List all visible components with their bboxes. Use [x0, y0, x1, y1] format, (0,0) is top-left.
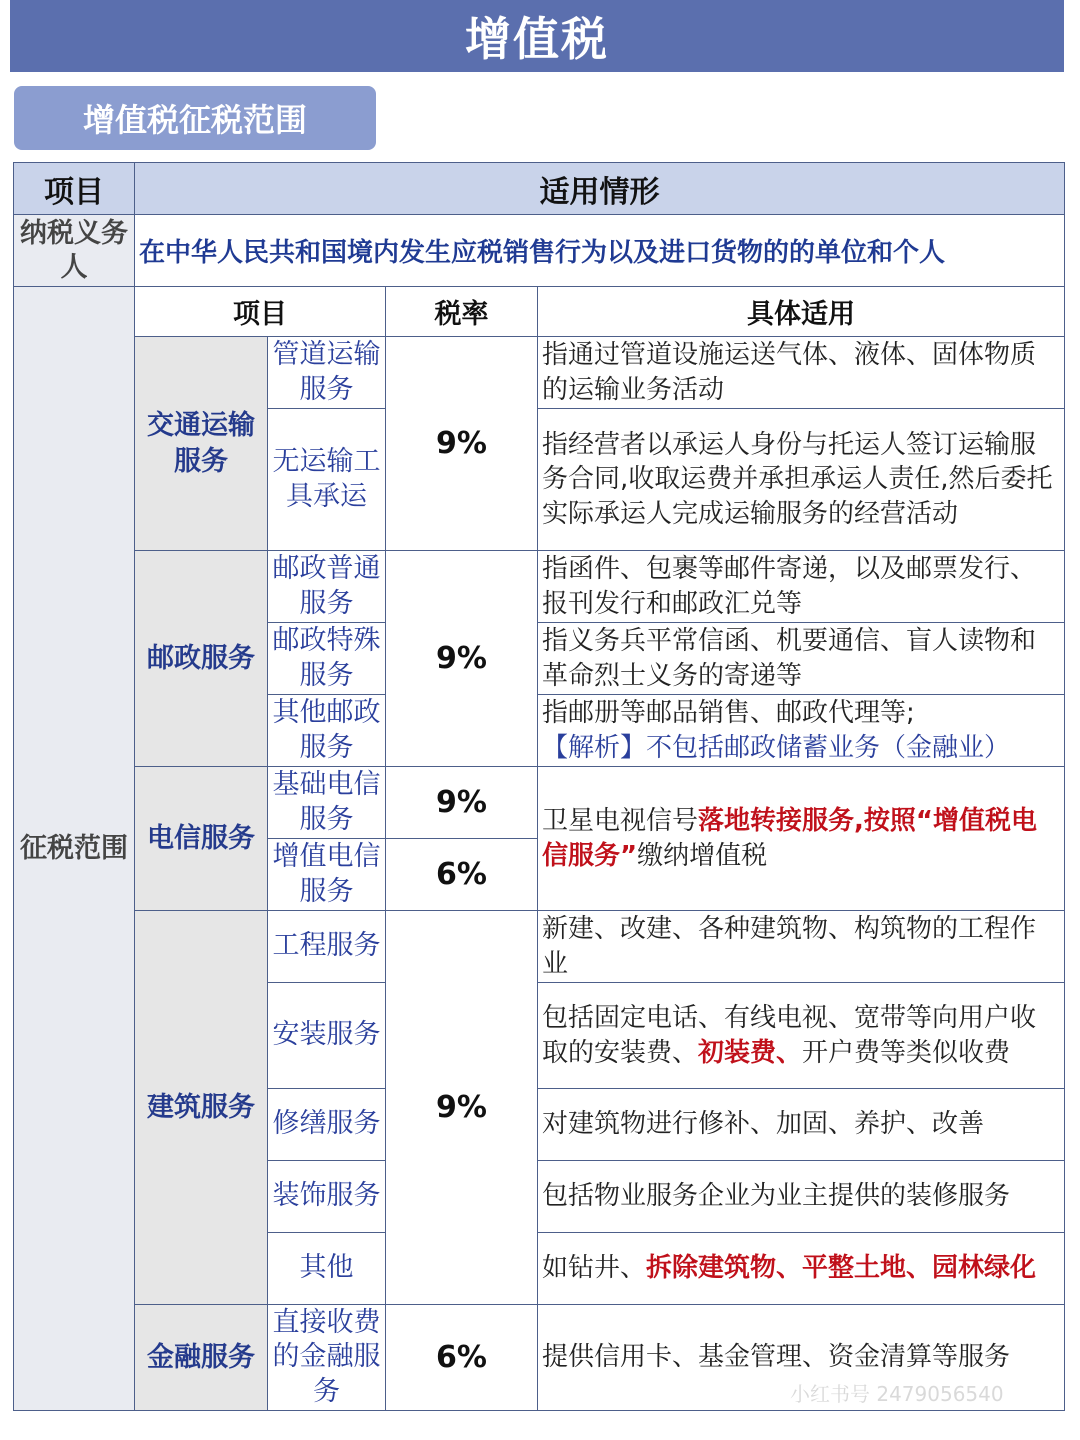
item-postal-general: 邮政普通服务 — [268, 551, 386, 623]
category-construction: 建筑服务 — [135, 911, 268, 1305]
desc-installation — [538, 983, 1065, 1089]
vat-scope-table — [13, 162, 1065, 1411]
taxpayer-text: 在中华人民共和国境内发生应税销售行为以及进口货物的的单位和个人 — [135, 215, 1065, 287]
desc-engineering: 新建、改建、各种建筑物、构筑物的工程作业 — [538, 911, 1065, 983]
rate-transport: 9% — [386, 337, 538, 551]
installation-desc-b: 开户费等类似收费 — [802, 1037, 1011, 1068]
installation-desc-red: 初装费、 — [698, 1037, 803, 1068]
item-construction-other: 其他 — [268, 1233, 386, 1305]
item-no-vehicle: 无运输工具承运 — [268, 409, 386, 551]
subheader-apply: 具体适用 — [538, 287, 1065, 337]
item-postal-special: 邮政特殊服务 — [268, 623, 386, 695]
postal-note: 【解析】不包括邮政储蓄业务（金融业） — [542, 732, 1011, 763]
telecom-desc-c: 缴纳增值税 — [637, 840, 768, 871]
item-finance-direct: 直接收费的金融服务 — [268, 1305, 386, 1411]
desc-postal-other — [538, 695, 1065, 767]
subheader-item: 项目 — [135, 287, 386, 337]
construction-other-desc-red: 拆除建筑物、平整土地、园林绿化 — [646, 1253, 1037, 1284]
header-item: 项目 — [14, 163, 135, 215]
item-postal-other: 其他邮政服务 — [268, 695, 386, 767]
item-decoration: 装饰服务 — [268, 1161, 386, 1233]
desc-no-vehicle: 指经营者以承运人身份与托运人签订运输服务合同,收取运费并承担承运人责任,然后委托实际承运人完成运输服务的经营活动 — [538, 409, 1065, 551]
desc-postal-special: 指义务兵平常信函、机要通信、盲人读物和革命烈士义务的寄递等 — [538, 623, 1065, 695]
item-telecom-basic: 基础电信服务 — [268, 767, 386, 839]
subheader-rate: 税率 — [386, 287, 538, 337]
page-title: 增值税 — [10, 0, 1064, 72]
rate-construction: 9% — [386, 911, 538, 1305]
desc-construction-other — [538, 1233, 1065, 1305]
rate-telecom-value-added: 6% — [386, 839, 538, 911]
desc-pipeline: 指通过管道设施运送气体、液体、固体物质的运输业务活动 — [538, 337, 1065, 409]
item-installation: 安装服务 — [268, 983, 386, 1089]
category-transport: 交通运输服务 — [135, 337, 268, 551]
desc-postal-general: 指函件、包裹等邮件寄递，以及邮票发行、报刊发行和邮政汇兑等 — [538, 551, 1065, 623]
category-finance: 金融服务 — [135, 1305, 268, 1411]
taxpayer-label: 纳税义务人 — [14, 215, 135, 287]
item-pipeline: 管道运输服务 — [268, 337, 386, 409]
category-telecom: 电信服务 — [135, 767, 268, 911]
construction-other-desc-a: 如钻井、 — [542, 1253, 647, 1284]
installation-desc-a: 包括固定电话、有线电视、宽带等向用户收取的安装费、 — [542, 1003, 1037, 1068]
rate-finance: 6% — [386, 1305, 538, 1411]
scope-label: 征税范围 — [14, 287, 135, 1411]
watermark: 小红书号 2479056540 — [790, 1382, 1004, 1406]
desc-finance-direct: 提供信用卡、基金管理、资金清算等服务 — [538, 1305, 1065, 1411]
rate-postal: 9% — [386, 551, 538, 767]
desc-postal-other-text: 指邮册等邮品销售、邮政代理等; — [542, 698, 915, 729]
category-postal: 邮政服务 — [135, 551, 268, 767]
telecom-desc-red: 落地转接服务,按照“增值税电信服务” — [542, 806, 1037, 871]
desc-repair: 对建筑物进行修补、加固、养护、改善 — [538, 1089, 1065, 1161]
section-title: 增值税征税范围 — [14, 86, 376, 150]
item-engineering: 工程服务 — [268, 911, 386, 983]
item-repair: 修缮服务 — [268, 1089, 386, 1161]
item-telecom-value-added: 增值电信服务 — [268, 839, 386, 911]
telecom-desc-a: 卫星电视信号 — [542, 806, 699, 837]
header-situation: 适用情形 — [135, 163, 1065, 215]
desc-decoration: 包括物业服务企业为业主提供的装修服务 — [538, 1161, 1065, 1233]
desc-telecom — [538, 767, 1065, 911]
rate-telecom-basic: 9% — [386, 767, 538, 839]
